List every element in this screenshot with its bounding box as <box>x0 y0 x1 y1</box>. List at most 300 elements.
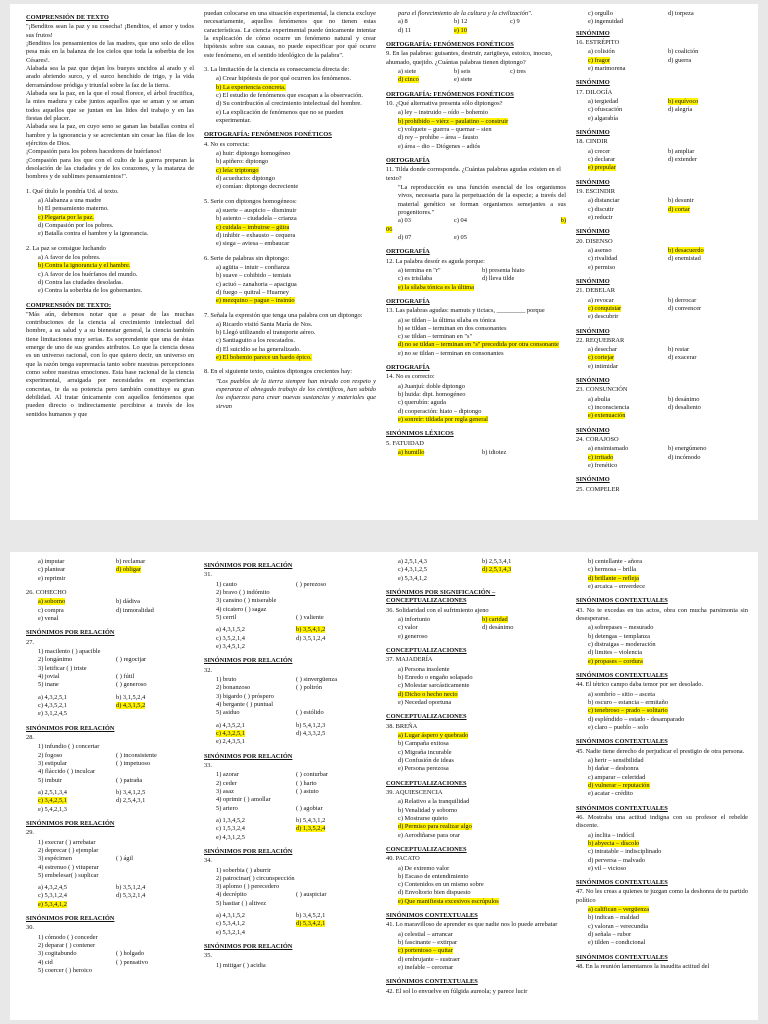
option: c) 4,3,5,2,1 <box>38 701 67 709</box>
section-title: SINÓNIMO <box>576 79 610 87</box>
option: a) 2,5,1,3,4 <box>38 788 67 796</box>
question-number: 29. <box>26 829 34 837</box>
option: b) oscuro – estancia – ermitaño <box>588 698 669 706</box>
relation-left: 4) bergante ( ) puntual <box>216 700 274 708</box>
relation-row <box>38 673 194 681</box>
option-highlighted: d) no se tildan – terminan en "s" precedida por otra consonante <box>398 341 559 349</box>
question-10 <box>386 100 566 151</box>
question-text: 21. DEBELAR <box>576 287 616 295</box>
option: a) Ricardo visitó Santa María de Nos. <box>216 320 313 328</box>
option: b) reclamar <box>116 558 146 565</box>
relation-left: 4) fláccido ( ) inculcar <box>38 768 96 776</box>
question-2 <box>26 245 194 296</box>
question-4 <box>204 141 376 192</box>
option-highlighted: a) califican – vergüenza <box>588 906 650 914</box>
section-title: SINÓNIMO <box>576 29 610 37</box>
option: e) permiso <box>588 263 616 271</box>
option-highlighted: 06 <box>386 225 393 233</box>
question-number: 30. <box>26 924 34 932</box>
relation-left: 3) espécimen <box>38 855 72 863</box>
relation-left: 4) jovial <box>38 672 60 680</box>
relation-row <box>38 839 194 847</box>
option: e) 05 <box>454 233 467 241</box>
relation-right <box>116 967 194 975</box>
option: b) Venalidad y soborno <box>398 806 458 814</box>
concept-question <box>576 597 748 666</box>
relation-left: 2) patrocinar( ) circunspección <box>216 874 295 882</box>
option-highlighted: b) La experiencia concreta. <box>216 83 286 91</box>
question-text: 22. REQUEBRAR <box>576 336 625 344</box>
option: e) Persona perezosa <box>398 765 449 773</box>
option: b) derrocar <box>668 296 697 304</box>
question-text: 36. Solidaridad con el sufrimiento ajeno <box>386 606 489 614</box>
concept-sections <box>386 647 566 996</box>
passage-text: puedan colocarse en una situación experimental, la ciencia excluye necesariamente, aquellos fenómenos que no tienen estas características. La ciencia experimental puede únicamente intentar la explicación de cómo ocurre un fenómeno natural y crear hipótesis sobre sus causas, no puede especificar por qué ocurre este fenómeno, en el sentido ideológico de la palabra". <box>204 10 376 59</box>
option: c) plantear <box>38 566 66 574</box>
option: c) ofuscación <box>588 106 623 114</box>
relation-question <box>204 848 376 937</box>
option-highlighted: b) caridad <box>482 615 508 623</box>
question-text: 11. Tilda donde corresponda. ¿Cuántas palabras agudas existen en el texto? <box>386 166 561 182</box>
option-highlighted: a) humillo <box>398 449 425 457</box>
relation-question <box>26 629 194 718</box>
section-title: SINÓNIMO <box>576 277 610 285</box>
relation-row <box>38 967 194 975</box>
option: a) 4,3,2,5,1 <box>38 693 67 701</box>
poem-line: ¡Compasión para los que con el culto de la guerra preparan la desolación de las ciudades y de los corazones, y la matanza de hombres y de sublimes pensamientos!". <box>26 156 194 181</box>
relation-row <box>216 684 376 692</box>
option: c) 5,3,4,1,2 <box>216 920 245 928</box>
relation-question <box>26 820 194 909</box>
option-highlighted: b) abyecta – díscolo <box>588 839 640 847</box>
option: d) incómodo <box>668 453 701 461</box>
relation-question <box>204 562 376 651</box>
section-title: CONCEPTUALIZACIONES <box>386 779 467 787</box>
question-text: 23. CONSUNCIÓN <box>576 386 628 394</box>
option: c) valoran – verecundia <box>588 922 649 930</box>
option: d) cooperación: hiato – diptongo <box>398 407 482 415</box>
option-highlighted: c) conquistar <box>588 304 622 312</box>
section-title: SINÓNIMO <box>576 476 610 484</box>
poem-text <box>26 23 194 181</box>
option: c) valor <box>398 624 418 632</box>
poem-line: Alabada sea la paz que dejan los bueyes uncidos al arado y el arado abriendo surco, y el surco henchido de trigo, y la vida derramándose pródiga y triunfal sobre la faz de la tierra. <box>26 64 194 89</box>
option: a) 8 <box>398 18 408 26</box>
option: d) 07 <box>398 233 412 241</box>
poem-line: ¡Benditos los pensamientos de las madres, que uno solo de ellos pesa más en la balanza de los cielos que toda la soberbia de los Césares!. <box>26 39 194 64</box>
relation-right: ( ) harto <box>296 779 317 787</box>
section-title: SINÓNIMOS CONTEXTUALES <box>576 804 668 812</box>
section-title: ORTOGRAFÍA: FENÓMENOS FONÉTICOS <box>386 90 514 98</box>
column-3 <box>386 558 566 1020</box>
section-title: ORTOGRAFÍA <box>386 248 430 256</box>
answer-options <box>38 694 194 719</box>
option: c) Molestar sarcásticamente <box>398 682 470 690</box>
answer-options <box>588 396 748 421</box>
option: b) ampliar <box>668 147 695 155</box>
column-4 <box>576 10 748 520</box>
option-highlighted: e) propases – cordura <box>588 657 643 665</box>
relation-row <box>38 934 194 942</box>
question-text: 8. En el siguiente texto, cuántos diptongos crecientes hay: <box>204 368 353 376</box>
question-text: 17. DILOGÍA <box>576 88 613 96</box>
section-title: SINÓNIMOS POR RELACIÓN <box>26 724 115 732</box>
option: e) 3,1,2,4,5 <box>38 710 67 718</box>
question-text: 42. El sol lo envuelve en fúlgida aureola; y parece lucir <box>386 987 528 995</box>
question-36 <box>386 607 566 641</box>
option: a) Relativo a la tranquilidad <box>398 798 470 806</box>
quoted-text: "La reproducción es una función esencial de los organismos vivos, necesaria para la perpetuación de la especie; a través del material genético se forman organismos semejantes a sus progenitores." <box>398 183 566 216</box>
relation-right <box>296 701 376 709</box>
concept-question <box>576 672 748 732</box>
relation-left: 4) cid <box>38 958 53 966</box>
option: c) 3,5,2,1,4 <box>216 634 245 642</box>
question-text: 13. Las palabras agudas: mamuts y tictacs, _________ porque <box>386 307 545 315</box>
relation-left: 3) estipular <box>38 759 67 767</box>
relation-left: 5) asiduo <box>216 709 240 717</box>
option-highlighted: e) 5,3,4,1,2 <box>38 900 67 908</box>
relation-left: 3) aplomo ( ) perecedero <box>216 883 280 891</box>
concept-question <box>386 713 566 773</box>
synonym-question <box>576 476 748 495</box>
question-text: 38. BREÑA <box>386 722 418 730</box>
option: d) 11 <box>398 26 412 34</box>
answer-options <box>38 558 194 583</box>
option: a) se tildan – la última sílaba es tónica <box>398 316 496 324</box>
relation-right: ( ) poltrón <box>296 684 322 692</box>
question-11 <box>386 166 566 242</box>
option: a) sombrío – sitio – asceta <box>588 690 655 698</box>
option: e) claro – pueblo – solo <box>588 723 649 731</box>
option: d) Compasión por los pobres. <box>38 221 114 229</box>
question-text: 14. No es correcto: <box>386 373 435 381</box>
relation-left: 2) deparar ( ) contener <box>38 942 96 950</box>
section-title: SINÓNIMOS CONTEXTUALES <box>576 953 668 961</box>
synonym-question <box>576 228 748 272</box>
option: e) siega – aviesa – embaucar <box>216 240 290 248</box>
option: e) reprimir <box>38 574 66 582</box>
relation-left: 5) hastiar ( ) altivez <box>216 899 267 907</box>
option: e) La explicación de fenómenos que no se pueden experimentar. <box>216 108 344 124</box>
option: c) Contenidos en un mismo sobre <box>398 881 484 889</box>
answer-options <box>588 148 748 173</box>
question-text: 24. CORAJOSO <box>576 436 619 444</box>
relation-right <box>116 665 194 673</box>
relation-row <box>38 760 194 768</box>
option: e) 5,3,4,1,2 <box>398 574 427 582</box>
relation-right: ( ) perezoso <box>296 580 327 588</box>
answer-options <box>576 558 748 591</box>
relation-right <box>296 900 376 908</box>
question-7 <box>204 312 376 363</box>
option: b) desánimo <box>668 395 700 403</box>
option: b) 5,4,1,2,3 <box>296 721 326 729</box>
option-highlighted: c) cortejar <box>588 354 615 362</box>
relation-left: 2) fogoso <box>38 751 63 759</box>
option: d) fuego – quitral – Huarney <box>216 288 289 296</box>
question-number: 33. <box>204 761 212 769</box>
option: b) 2,5,3,4,1 <box>482 558 512 565</box>
column-3 <box>386 10 566 520</box>
section-title: SINÓNIMOS POR RELACIÓN <box>204 943 293 951</box>
relation-right <box>296 883 376 891</box>
relation-row <box>38 656 194 664</box>
question-6 <box>204 255 376 306</box>
section-title: SINÓNIMO <box>576 178 610 186</box>
relation-left: 5) imbuir <box>38 776 62 784</box>
relation-row <box>38 648 194 656</box>
option: c) se tildan – terminan en "s" <box>398 333 473 341</box>
option: a) infortunio <box>398 615 431 623</box>
option: b) 5,4,3,1,2 <box>296 816 326 824</box>
option: a) desechar <box>588 346 617 354</box>
option: e) marimorena <box>588 64 626 72</box>
section-title: CONCEPTUALIZACIONES <box>386 646 467 654</box>
answer-options <box>38 884 194 909</box>
answer-options <box>216 817 376 842</box>
option: e) acatar - crédito <box>588 790 633 798</box>
option: d) alegría <box>668 106 693 114</box>
section-title: SINÓNIMO <box>576 327 610 335</box>
option: d) desánimo <box>482 624 514 632</box>
relation-row <box>38 743 194 751</box>
option: b) energúmeno <box>668 445 707 453</box>
option: c) volquete – guerra – quemar – sien <box>398 125 492 133</box>
option: c) A favor de los huérfanos del mundo. <box>38 270 138 278</box>
option: b) 3,1,5,2,4 <box>116 693 146 701</box>
option-highlighted: c) tenebroso – prado – solitario <box>588 707 668 715</box>
option: a) celestial – arrancar <box>398 930 453 938</box>
option: a) A favor de los pobres. <box>38 253 101 261</box>
question-number: 34. <box>204 857 212 865</box>
option: d) Envoltorio bien dispuesto <box>398 889 471 897</box>
answer-options <box>588 297 748 322</box>
option: e) Aerodiñarse para orar <box>398 831 460 839</box>
option: b) 12 <box>454 18 468 26</box>
option: b) coalición <box>668 48 699 56</box>
option: d) convencer <box>668 304 702 312</box>
relation-left: 2) bonanzoso <box>216 684 251 692</box>
relation-right <box>296 693 376 701</box>
relation-row <box>38 864 194 872</box>
concept-question <box>576 954 748 972</box>
option: d) perversa – malvado <box>588 856 645 864</box>
option: c) Santiaguito a los rescatados. <box>216 337 295 345</box>
option: a) crecer <box>588 147 611 155</box>
option: a) herir – sensibilidad <box>588 756 644 764</box>
option: d) desaliento <box>668 404 701 412</box>
relation-left: 5) artero <box>216 804 238 812</box>
relation-question <box>26 725 194 814</box>
option: e) área – dio – Diógenes – adiós <box>398 142 481 150</box>
section-title: CONCEPTUALIZACIONES <box>386 713 467 721</box>
option: c) 9 <box>510 18 520 26</box>
relation-right <box>116 942 194 950</box>
relation-row <box>216 701 376 709</box>
question-number: 35. <box>204 952 212 960</box>
option: a) colisión <box>588 48 615 56</box>
option: b) desunir <box>668 197 694 205</box>
option: a) 4,3,5,2,1 <box>216 721 245 729</box>
section-title: COMPRENSIÓN DE TEXTO <box>26 14 109 21</box>
option: c) El estudio de fenómenos que escapan a la observación. <box>216 91 363 99</box>
option: e) venal <box>38 614 59 622</box>
option: c) 04 <box>454 217 467 225</box>
relation-left: 3) letificar ( ) triste <box>38 664 87 672</box>
option: d) torpeza <box>668 10 694 17</box>
option: b) asiento – ciudadela – crianza <box>216 215 297 223</box>
question-text: 44. El tétrico campo daba temor por ser desolado. <box>576 681 704 689</box>
relation-row <box>216 676 376 684</box>
relation-row <box>38 942 194 950</box>
poem-line: Alabada sea la paz, en la que el rosal florece, el árbol fructifica, la mies madura y cabe juntos aquellos que se aman y se aman todos aquellos que se juntan en las lides del trabajo y en las fiestas del placer. <box>26 89 194 122</box>
relation-row <box>216 589 376 597</box>
option-highlighted: a) soborno <box>38 598 66 606</box>
relation-row <box>216 867 376 875</box>
relation-left: 1) soberbia ( ) aburrir <box>216 866 272 874</box>
option: a) 2,5,1,4,3 <box>398 558 427 565</box>
question-text: 46. Mostraba una actitud indigna con su profesor el rebelde discente. <box>576 813 748 830</box>
concept-question <box>386 912 566 972</box>
relation-right <box>116 839 194 847</box>
option: b) Enredo o engaño solapado <box>398 673 473 681</box>
relation-right <box>116 768 194 776</box>
option: a) huir: diptongo homogéneo <box>216 149 291 157</box>
question-text: 2. La paz se consigue luchando <box>26 244 106 252</box>
relation-right: ( ) auspiciar <box>296 891 327 899</box>
option-highlighted: d) brillante – refleja <box>588 574 639 582</box>
relation-right <box>296 875 376 883</box>
option: c) amparar – celeridad <box>588 773 646 781</box>
relation-left: 1) cómodo ( ) conceder <box>38 933 98 941</box>
question-text: 3. La limitación de la ciencia es consecuencia directa de: <box>204 65 350 73</box>
relation-left: 2) ceder <box>216 779 237 787</box>
option: d) guerra <box>668 56 692 64</box>
page-sheet-1 <box>10 4 758 520</box>
option: d) limites – violencia <box>588 649 643 657</box>
option: e) 2,4,3,5,1 <box>216 738 245 746</box>
question-text: 10. ¿Qué alternativa presenta sólo diptongos? <box>386 99 503 107</box>
relation-question <box>26 915 194 975</box>
section-title: ORTOGRAFÍA: FENÓMENOS FONÉTICOS <box>386 40 514 48</box>
answer-options <box>398 558 566 583</box>
section-title: SINÓNIMO <box>576 128 610 136</box>
relation-row <box>38 855 194 863</box>
option: a) Juanjuí: doble diptongo <box>398 382 465 390</box>
synonym-list <box>576 30 748 495</box>
relation-row <box>38 752 194 760</box>
relation-left: 2) longánimo <box>38 656 73 664</box>
question-text: 19. ESCINDIR <box>576 187 616 195</box>
relation-row <box>216 597 376 605</box>
relation-right <box>296 589 376 597</box>
option: d) exacerar <box>668 354 697 362</box>
option: e) Contra la soberbia de los gobernantes. <box>38 287 143 295</box>
synonym-question <box>576 129 748 173</box>
relation-row <box>216 883 376 891</box>
question-12 <box>386 258 566 292</box>
option: b) idiotez <box>482 449 507 457</box>
option: e) intimidar <box>588 362 618 370</box>
relation-left: 3) cogitabundo <box>38 950 77 958</box>
option: e) frenético <box>588 462 618 470</box>
option: a) siete <box>398 67 417 75</box>
option: e) reducir <box>588 213 613 221</box>
relation-row <box>216 771 376 779</box>
relation-left: 2) deprecar ( ) ejemplar <box>38 846 99 854</box>
relation-right <box>116 847 194 855</box>
section-title: CONCEPTUALIZACIONES <box>386 845 467 853</box>
option: b) 3,4,1,2,5 <box>116 788 146 796</box>
synonym-question <box>576 179 748 223</box>
relation-right: ( ) estólido <box>296 709 324 717</box>
question-text: 45. Nadie tiene derecho de perjudicar el prestigio de otra persona. <box>576 747 745 755</box>
relation-right: ( ) astuto <box>296 787 319 795</box>
option-highlighted: d) vulnerar – reputación <box>588 781 650 789</box>
option: c) intratable – indisciplinado <box>588 848 662 856</box>
option-highlighted: d) 1,3,5,2,4 <box>296 825 326 833</box>
relation-row <box>38 847 194 855</box>
question-text: 43. No te excedas en tus actos, obra con mucha parsimonia sin desesperarse. <box>576 606 748 622</box>
relation-question <box>204 753 376 842</box>
poem-line: ¡Compasión para los pobres hacedores de huérfanos! <box>26 148 162 156</box>
option: c) discutir <box>588 205 614 213</box>
section-title: SINÓNIMOS CONTEXTUALES <box>386 912 478 920</box>
relation-left: 1) macilento ( ) apacible <box>38 647 101 655</box>
option: b) presenta hiato <box>482 266 525 274</box>
option: e) no se tildan – terminan en consonantes <box>398 349 504 357</box>
question-number: 27. <box>26 638 34 646</box>
option: a) tergiedad <box>588 97 619 105</box>
section-title: SINÓNIMOS POR RELACIÓN <box>204 657 293 665</box>
option-highlighted: e) Que manifiesta excesivos escrúpulos <box>398 897 499 905</box>
relation-left: 1) execrar ( ) arrebatar <box>38 838 96 846</box>
option: a) abulia <box>588 395 611 403</box>
section-title: COMPRENSIÓN DE TEXTO: <box>26 301 111 309</box>
relation-right: ( ) conturbar <box>296 771 328 779</box>
concept-question <box>386 846 566 906</box>
option: a) revocar <box>588 296 614 304</box>
option: d) espléndido – estado - desamparado <box>588 715 685 723</box>
option: a) suerte – auspicio – disminuir <box>216 206 297 214</box>
relation-question <box>204 943 376 970</box>
relation-left: 3) bigardo ( ) próspero <box>216 692 274 700</box>
option-highlighted: d) obligar <box>116 566 142 574</box>
option: a) De extremo valor <box>398 864 450 872</box>
relation-left: 4) cicatero ( ) sagaz <box>216 605 267 613</box>
relation-right: ( ) regocijar <box>116 656 147 664</box>
concept-question <box>576 738 748 798</box>
option-highlighted: e) mezquino – pague – insinúo <box>216 297 295 305</box>
relation-right: ( ) patraña <box>116 776 143 784</box>
relation-row <box>216 709 376 717</box>
option: a) Crear hipótesis de por qué ocurren los fenómenos. <box>216 75 352 83</box>
question-number: 28. <box>26 733 34 741</box>
answer-options <box>216 722 376 747</box>
option-highlighted: a) Lugar áspero y quebrado <box>398 731 469 739</box>
relation-left: 5) inane <box>38 681 59 689</box>
question-14 <box>386 373 566 424</box>
option: e) inefable – cercenar <box>398 964 454 972</box>
section-title: SINÓNIMO <box>576 228 610 236</box>
poem-line: Alabada sea la paz, en cuyo seno se ganan las batallas contra el hambre y la ignorancia y se acrecientan sin cesar las filas de los ejércitos de Dios. <box>26 123 194 147</box>
option: e) 5,4,2,1,3 <box>38 805 67 813</box>
question-text: 18. CINDIR <box>576 138 608 146</box>
relation-row <box>38 872 194 880</box>
option: a) ley – instruido – oído – bohemio <box>398 109 488 117</box>
relation-right: ( ) pensativo <box>116 958 148 966</box>
option: c) compra <box>38 606 64 614</box>
